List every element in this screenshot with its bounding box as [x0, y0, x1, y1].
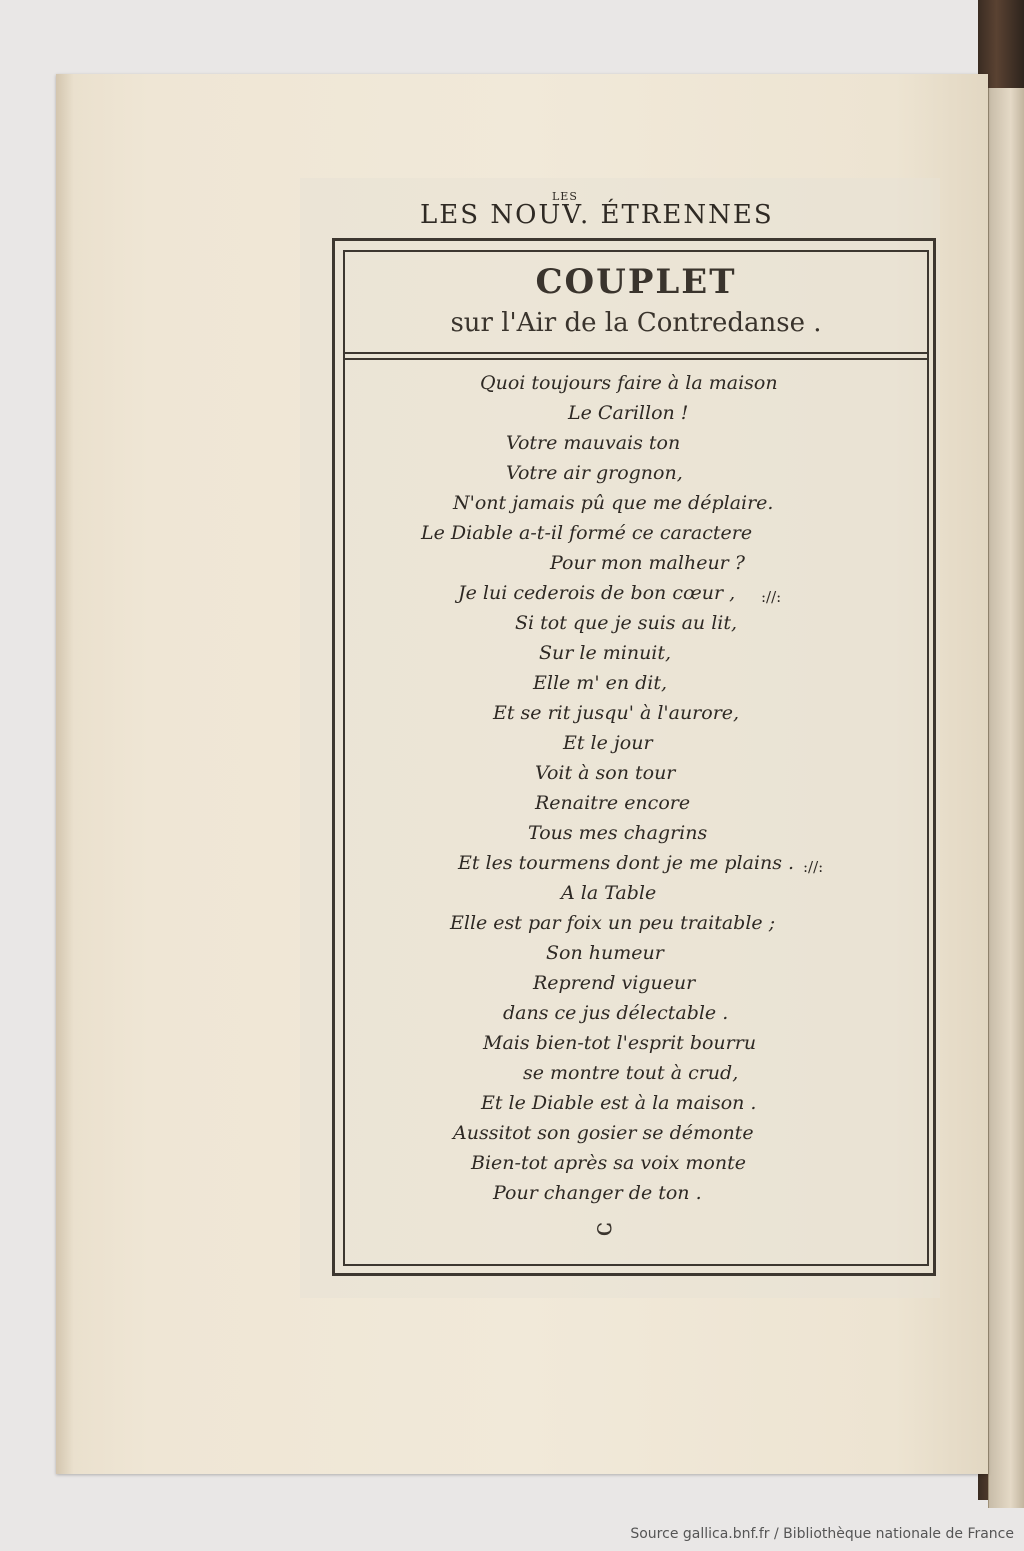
- verse-line: dans ce jus délectable .: [503, 1002, 729, 1024]
- verse-line: A la Table: [561, 882, 657, 904]
- verse-line: Pour changer de ton .: [493, 1182, 702, 1204]
- verse-line: se montre tout à crud,: [523, 1062, 739, 1084]
- header-part-1: LES NOUV: [420, 200, 584, 230]
- verse-line: Tous mes chagrins: [528, 822, 708, 844]
- repeat-sign: ://:: [761, 588, 782, 606]
- verse-line: Je lui cederois de bon cœur ,: [458, 582, 736, 604]
- verse-line: Bien-tot après sa voix monte: [471, 1152, 746, 1174]
- verse-line: Voit à son tour: [535, 762, 676, 784]
- verse-line: Si tot que je suis au lit,: [515, 612, 738, 634]
- verse-line: Sur le minuit,: [539, 642, 672, 664]
- verse-line: Le Diable a-t-il formé ce caractere: [421, 522, 753, 544]
- repeat-sign: ://:: [803, 858, 824, 876]
- verse-line: N'ont jamais pû que me déplaire.: [453, 492, 774, 514]
- verse-line: Son humeur: [546, 942, 664, 964]
- verse-block: [343, 366, 929, 1206]
- verse-line: Aussitot son gosier se démonte: [453, 1122, 754, 1144]
- verse-line: Et se rit jusqu' à l'aurore,: [493, 702, 740, 724]
- couplet-title: COUPLET: [535, 262, 737, 302]
- verse-line: Elle est par foix un peu traitable ;: [450, 912, 776, 934]
- header-superscript: LES: [552, 190, 578, 203]
- verse-line: Elle m' en dit,: [533, 672, 668, 694]
- verse-line: Pour mon malheur ?: [550, 552, 745, 574]
- title-divider: [343, 352, 929, 360]
- header-part-2: . ÉTRENNES: [580, 200, 774, 230]
- verse-line: Et le Diable est à la maison .: [481, 1092, 757, 1114]
- verse-line: Mais bien-tot l'esprit bourru: [483, 1032, 757, 1054]
- verse-line: Renaitre encore: [535, 792, 691, 814]
- verse-line: Votre mauvais ton: [506, 432, 681, 454]
- verse-line: Votre air grognon,: [506, 462, 683, 484]
- end-flourish: ↄ: [590, 1221, 621, 1237]
- running-header: [420, 190, 850, 240]
- verse-line: Reprend vigueur: [533, 972, 696, 994]
- verse-line: Et le jour: [563, 732, 653, 754]
- verse-line: Quoi toujours faire à la maison: [480, 372, 778, 394]
- next-page-edge: [988, 88, 1024, 1508]
- verse-line: Le Carillon !: [568, 402, 689, 424]
- source-credit: Source gallica.bnf.fr / Bibliothèque nationale de France: [630, 1526, 1014, 1542]
- couplet-subtitle: sur l'Air de la Contredanse .: [450, 308, 822, 338]
- verse-line: Et les tourmens dont je me plains .: [458, 852, 795, 874]
